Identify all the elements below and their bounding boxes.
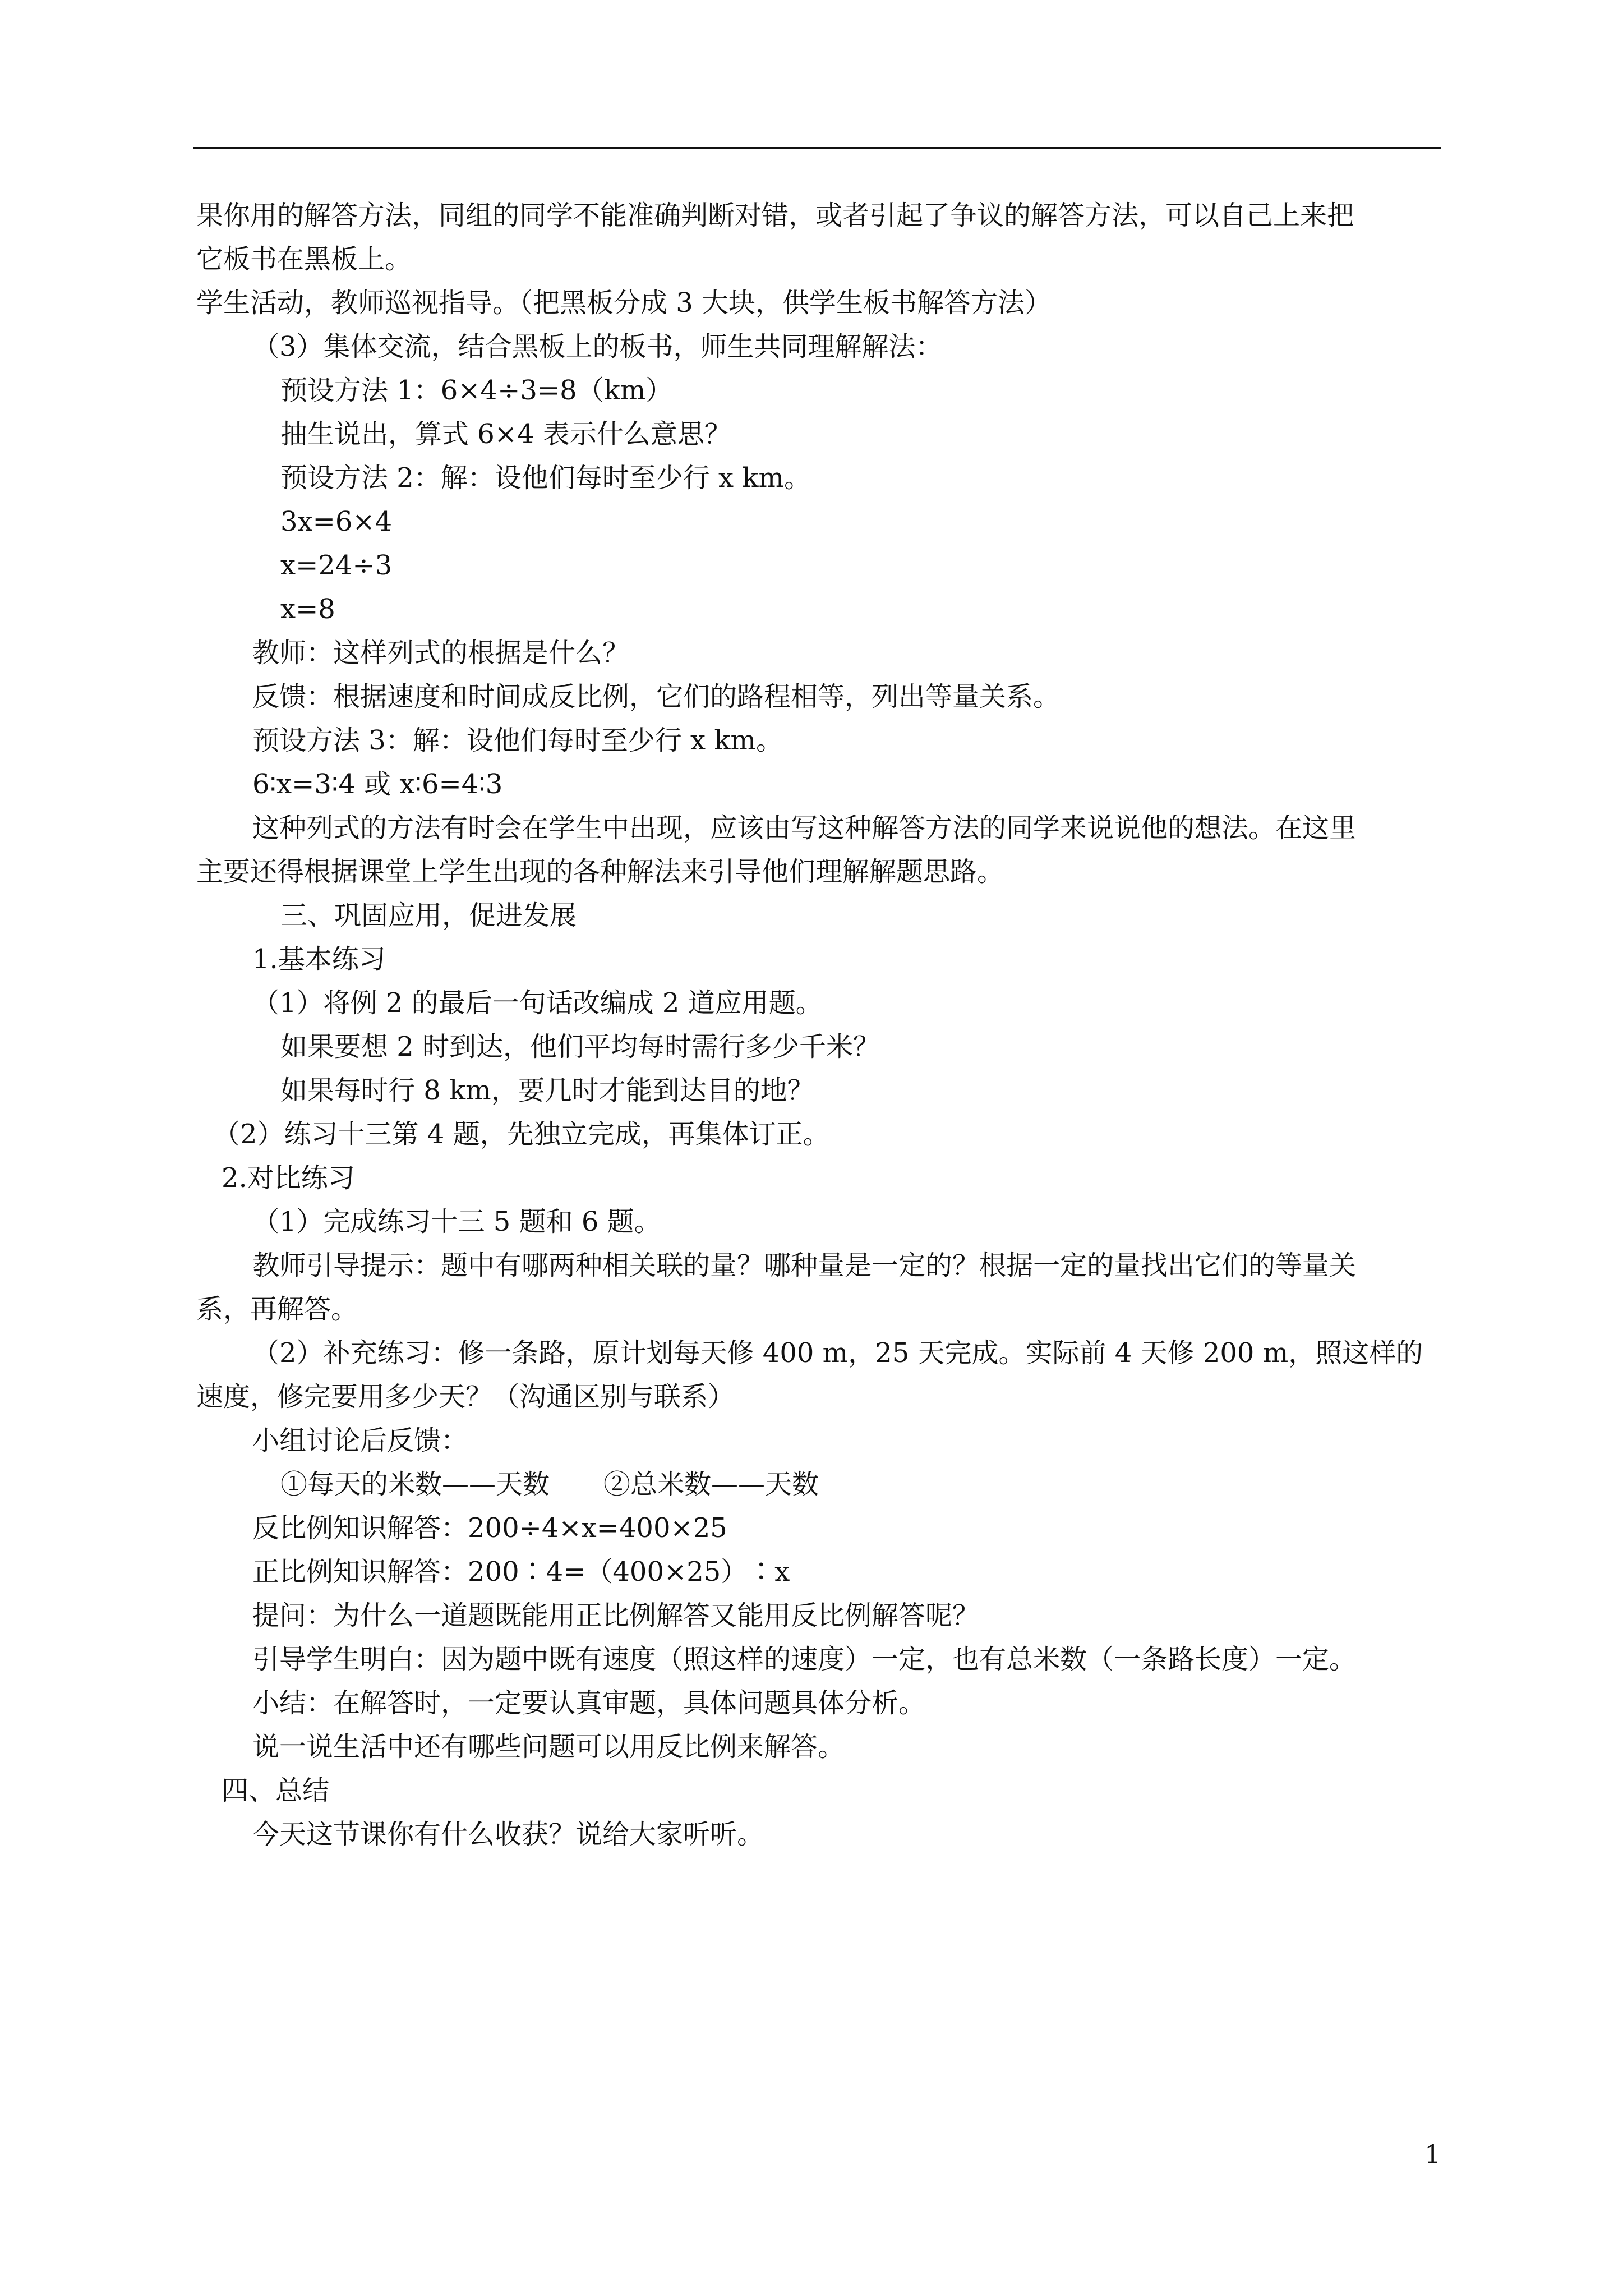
text-line: ①每天的米数——天数 ②总米数——天数 bbox=[280, 1469, 819, 1500]
document-body bbox=[196, 194, 1444, 1856]
text-line: 抽生说出，算式 6×4 表示什么意思？ bbox=[280, 418, 731, 450]
text-line: （2）补充练习：修一条路，原计划每天修 400 m，25 天完成。实际前 4 天修 200 m，照这样的 bbox=[252, 1337, 1423, 1369]
text-line: （1）完成练习十三 5 题和 6 题。 bbox=[252, 1206, 661, 1237]
text-line: 如果每时行 8 km，要几时才能到达目的地？ bbox=[280, 1075, 814, 1106]
equation-line: x=24÷3 bbox=[280, 550, 393, 581]
text-line: 小组讨论后反馈： bbox=[252, 1425, 468, 1456]
text-line: 教师：这样列式的根据是什么？ bbox=[252, 637, 630, 669]
equation-line: x=8 bbox=[280, 593, 335, 625]
text-line: 预设方法 1：6×4÷3=8（km） bbox=[280, 375, 673, 406]
text-line: 小结：在解答时，一定要认真审题，具体问题具体分析。 bbox=[252, 1687, 926, 1719]
equation-line: 3x=6×4 bbox=[280, 506, 393, 537]
header-rule bbox=[193, 147, 1441, 149]
text-line: 预设方法 3：解：设他们每时至少行 x km。 bbox=[252, 725, 783, 756]
text-line: 它板书在黑板上。 bbox=[196, 243, 412, 275]
text-line: 果你用的解答方法，同组的同学不能准确判断对错，或者引起了争议的解答方法，可以自己上来把 bbox=[196, 200, 1354, 231]
text-line: 预设方法 2：解：设他们每时至少行 x km。 bbox=[280, 462, 811, 494]
text-line: （2）练习十三第 4 题，先独立完成，再集体订正。 bbox=[213, 1119, 830, 1150]
text-line: （1）将例 2 的最后一句话改编成 2 道应用题。 bbox=[252, 987, 823, 1019]
page-number: 1 bbox=[1424, 2139, 1441, 2169]
text-line: （3）集体交流，结合黑板上的板书，师生共同理解解法： bbox=[252, 331, 943, 362]
section-heading: 四、总结 bbox=[222, 1775, 330, 1806]
text-line: 说一说生活中还有哪些问题可以用反比例来解答。 bbox=[252, 1731, 845, 1763]
equation-line: 正比例知识解答：200∶4=（400×25）∶x bbox=[252, 1556, 790, 1588]
text-line: 学生活动，教师巡视指导。（把黑板分成 3 大块，供学生板书解答方法） bbox=[196, 287, 1052, 319]
text-line: 如果要想 2 时到达，他们平均每时需行多少千米？ bbox=[280, 1031, 880, 1062]
text-line: 速度，修完要用多少天？（沟通区别与联系） bbox=[196, 1381, 735, 1412]
text-line: 引导学生明白：因为题中既有速度（照这样的速度）一定，也有总米数（一条路长度）一定。 bbox=[252, 1644, 1357, 1675]
text-line: 提问：为什么一道题既能用正比例解答又能用反比例解答呢？ bbox=[252, 1600, 980, 1631]
equation-line: 6∶x=3∶4 或 x∶6=4∶3 bbox=[252, 769, 503, 800]
text-line: 今天这节课你有什么收获？说给大家听听。 bbox=[252, 1819, 764, 1850]
text-line: 这种列式的方法有时会在学生中出现，应该由写这种解答方法的同学来说说他的想法。在这里 bbox=[252, 812, 1357, 844]
section-heading: 三、巩固应用，促进发展 bbox=[280, 900, 577, 931]
subsection-heading: 2.对比练习 bbox=[222, 1162, 355, 1194]
text-line: 反馈：根据速度和时间成反比例，它们的路程相等，列出等量关系。 bbox=[252, 681, 1061, 712]
subsection-heading: 1.基本练习 bbox=[252, 944, 386, 975]
text-line: 主要还得根据课堂上学生出现的各种解法来引导他们理解解题思路。 bbox=[196, 856, 1004, 887]
equation-line: 反比例知识解答：200÷4×x=400×25 bbox=[252, 1512, 727, 1544]
text-line: 系，再解答。 bbox=[196, 1294, 358, 1325]
text-line: 教师引导提示：题中有哪两种相关联的量？哪种量是一定的？根据一定的量找出它们的等量关 bbox=[252, 1250, 1357, 1281]
